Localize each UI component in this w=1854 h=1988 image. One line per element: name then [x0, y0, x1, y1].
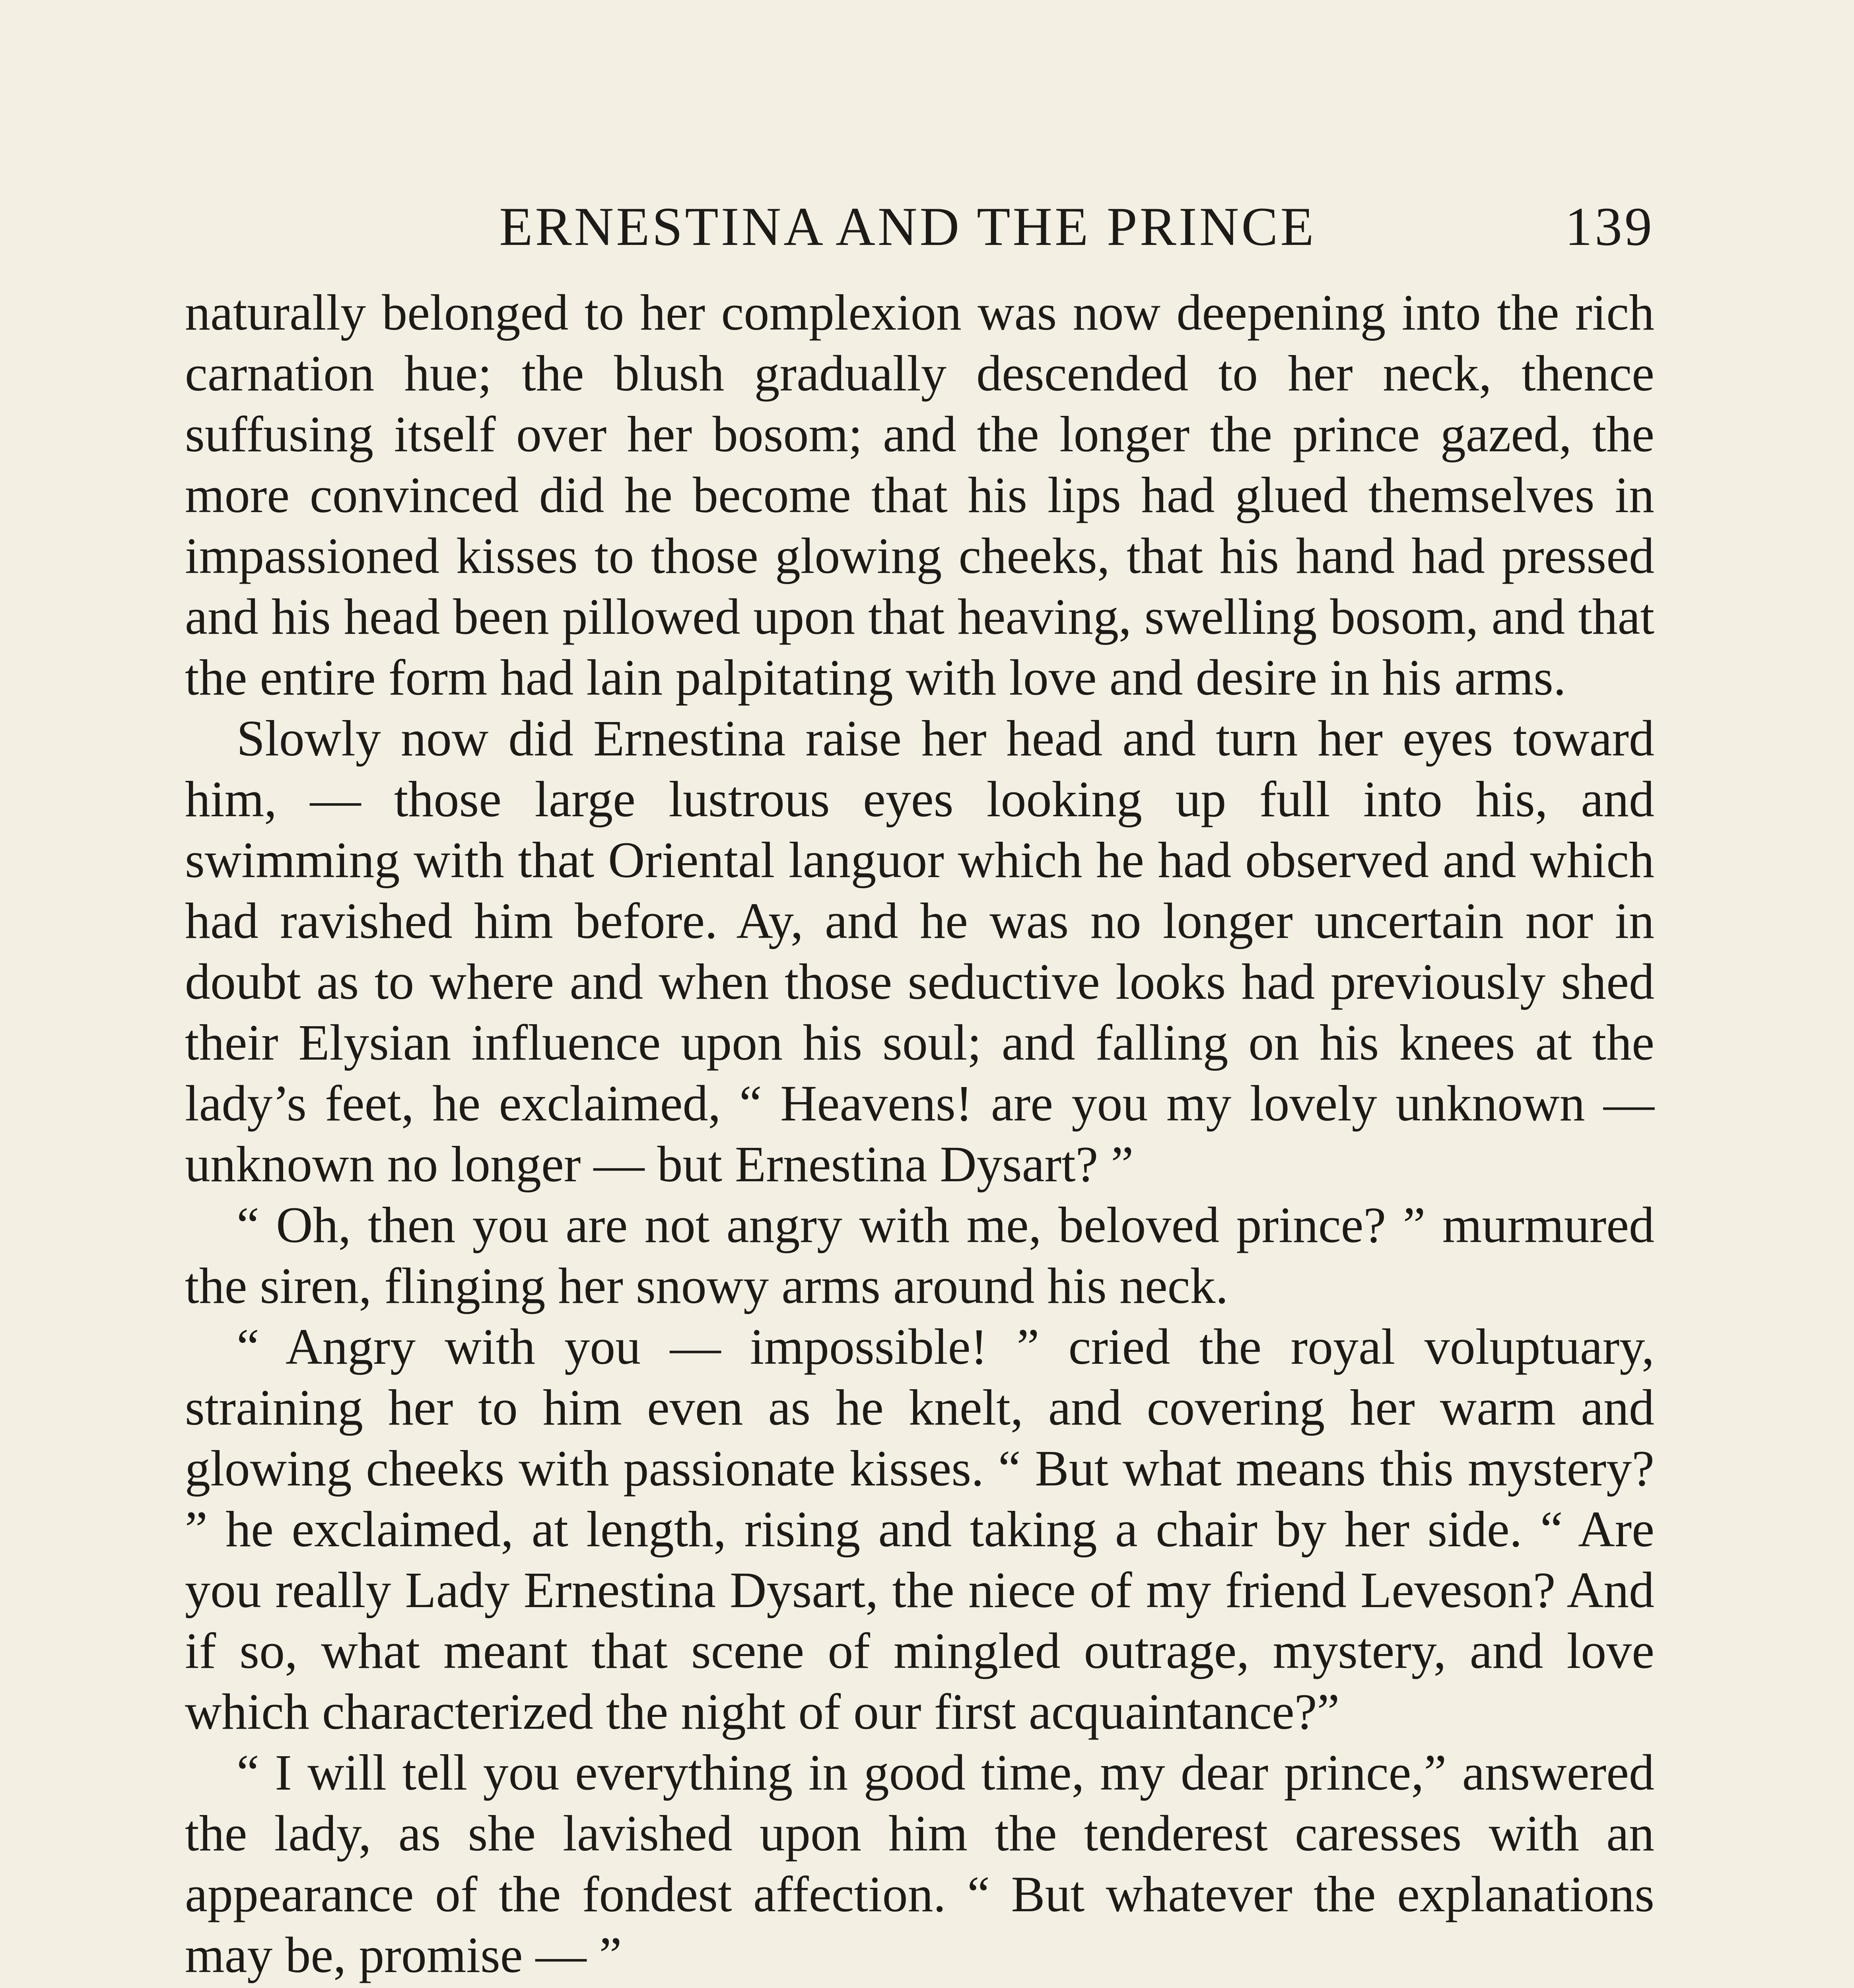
running-head: [185, 195, 1654, 282]
page-number: 139: [1565, 196, 1654, 257]
paragraph-1: naturally belonged to her complexion was now deepening into the rich carnation hue; the blush gradually descended to her neck, thence suffusing itself over her bosom; and the longer the prince gazed, the more convinced did he become that his lips had glued themselves in impassioned kisses to those glowing cheeks, that his hand had pressed and his head been pillowed upon that heaving, swelling bosom, and that the entire form had lain palpitating with love and desire in his arms.: [185, 284, 1654, 706]
paragraph-6: [185, 1986, 1654, 1988]
running-title: ERNESTINA AND THE PRINCE: [499, 196, 1316, 257]
paragraph-2: Slowly now did Ernestina raise her head and turn her eyes toward him, — those large lustrous eyes looking up full into his, and swimming with that Oriental languor which he had observed and which had ravished him before. Ay, and he was no longer uncertain nor in doubt as to where and when those seductive looks had previously shed their Elysian influence upon his soul; and falling on his knees at the lady’s feet, he exclaimed, “ Heavens! are you my lovely unknown — unknown no longer — but Ernestina Dysart? ”: [185, 710, 1654, 1192]
book-page: [185, 195, 1654, 1988]
body-text: [185, 282, 1654, 1988]
paragraph-4: “ Angry with you — impossible! ” cried the royal voluptuary, straining her to him even as he knelt, and covering her warm and glowing cheeks with passionate kisses. “ But what means this mystery? ” he exclaimed, at length, rising and taking a chair by her side. “ Are you really Lady Ernestina Dysart, the niece of my friend Leveson? And if so, what meant that scene of mingled outrage, mystery, and love which characterized the night of our first acquaintance?”: [185, 1318, 1654, 1740]
paragraph-5: “ I will tell you everything in good time, my dear prince,” answered the lady, as she lavished upon him the tenderest caresses with an appearance of the fondest affection. “ But whatever the explanations may be, promise — ”: [185, 1744, 1654, 1983]
paragraph-3: “ Oh, then you are not angry with me, beloved prince? ” murmured the siren, flinging her snowy arms around his neck.: [185, 1197, 1654, 1314]
